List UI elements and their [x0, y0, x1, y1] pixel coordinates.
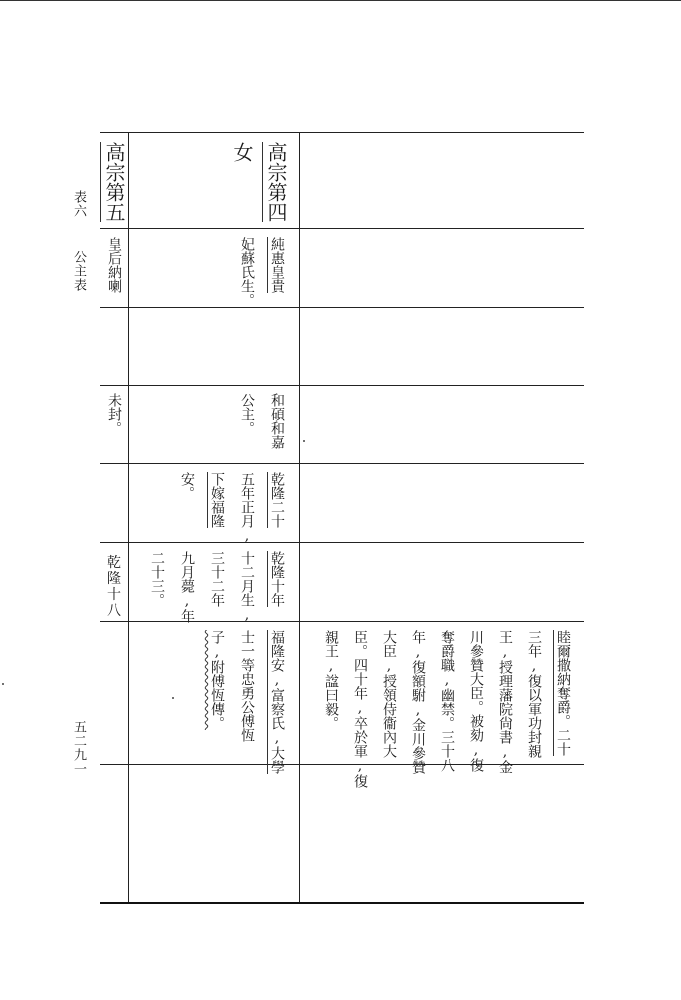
bio-line-2: 三年,復以軍功封親 [526, 630, 542, 758]
fourth-mother-line-1: 純惠皇貴 [269, 237, 285, 293]
fourth-husband-line-3: 子,附傅恆傳。 [209, 630, 225, 730]
bio-line-3: 王,授理藩院尙書,金 [497, 630, 513, 774]
fourth-birth-line-2: 十二月生, [239, 551, 255, 623]
bio-line-1: 睦爾撒納奪爵。二十 [555, 630, 571, 756]
rule-top [100, 132, 584, 133]
fourth-birth-line-3: 三十二年 [209, 551, 225, 607]
fourth-birth-line-5: 二十三。 [149, 551, 165, 607]
fourth-mother-line-2: 妃蘇氏生。 [239, 237, 255, 307]
rule-row-2 [100, 307, 584, 308]
rule-col-b [299, 132, 300, 902]
header-daughter: 女 [230, 142, 254, 162]
margin-page-number: 五二九一 [71, 720, 86, 776]
bio-line-9: 親王,諡曰毅。 [323, 630, 339, 730]
bio-line-7: 大臣,授領侍衞內大 [381, 630, 397, 758]
bio-line-6: 年,復額駙,金川參贊 [410, 630, 426, 774]
bio-line-4: 川參贊大臣。被劾,復 [468, 630, 484, 772]
fifth-title: 未封。 [106, 393, 122, 435]
rule-bottom [100, 902, 584, 904]
fourth-marriage-line-1: 乾隆二十 [269, 472, 285, 528]
rule-row-5 [100, 542, 584, 543]
fourth-birth-line-4: 九月薨,年 [179, 551, 195, 623]
fourth-husband-line-1: 福隆安,富察氏,大學 [269, 630, 285, 774]
fifth-birth-char-1: 乾 [107, 555, 121, 571]
bio-line-5: 奪爵職,幽禁。三十八 [439, 630, 455, 772]
header-gaozong-fifth: 高宗第五 [102, 142, 126, 222]
bio-line-8: 臣。四十年,卒於軍,復 [352, 630, 368, 788]
fifth-mother: 皇后納喇 [106, 237, 122, 293]
fourth-marriage-line-3: 下嫁福隆 [209, 472, 225, 528]
fourth-marriage-line-2: 五年正月, [239, 472, 255, 544]
fifth-birth-char-3: 十 [107, 587, 121, 603]
rule-row-3 [100, 385, 584, 386]
margin-section: 表六 [71, 190, 86, 218]
rule-row-6 [100, 621, 584, 622]
fourth-title-line-1: 和碩和嘉 [269, 393, 285, 449]
scan-speck [2, 683, 4, 685]
fifth-birth-char-2: 隆 [107, 571, 121, 587]
fifth-birth-char-4: 八 [107, 603, 121, 619]
scan-speck [172, 697, 174, 699]
fourth-husband-line-2: 士一等忠勇公傅恆 [239, 630, 255, 742]
fourth-title-line-2: 公主。 [239, 393, 255, 435]
fourth-birth-line-1: 乾隆十年 [269, 551, 285, 607]
header-gaozong-fourth: 高宗第四 [264, 142, 288, 222]
rule-row-4 [100, 463, 584, 464]
rule-row-1 [100, 228, 584, 229]
scan-speck [303, 440, 305, 442]
fourth-marriage-line-4: 安。 [179, 472, 195, 500]
rule-col-a [128, 132, 129, 902]
margin-table-name: 公主表 [71, 250, 86, 292]
page-top-edge [0, 0, 681, 1]
